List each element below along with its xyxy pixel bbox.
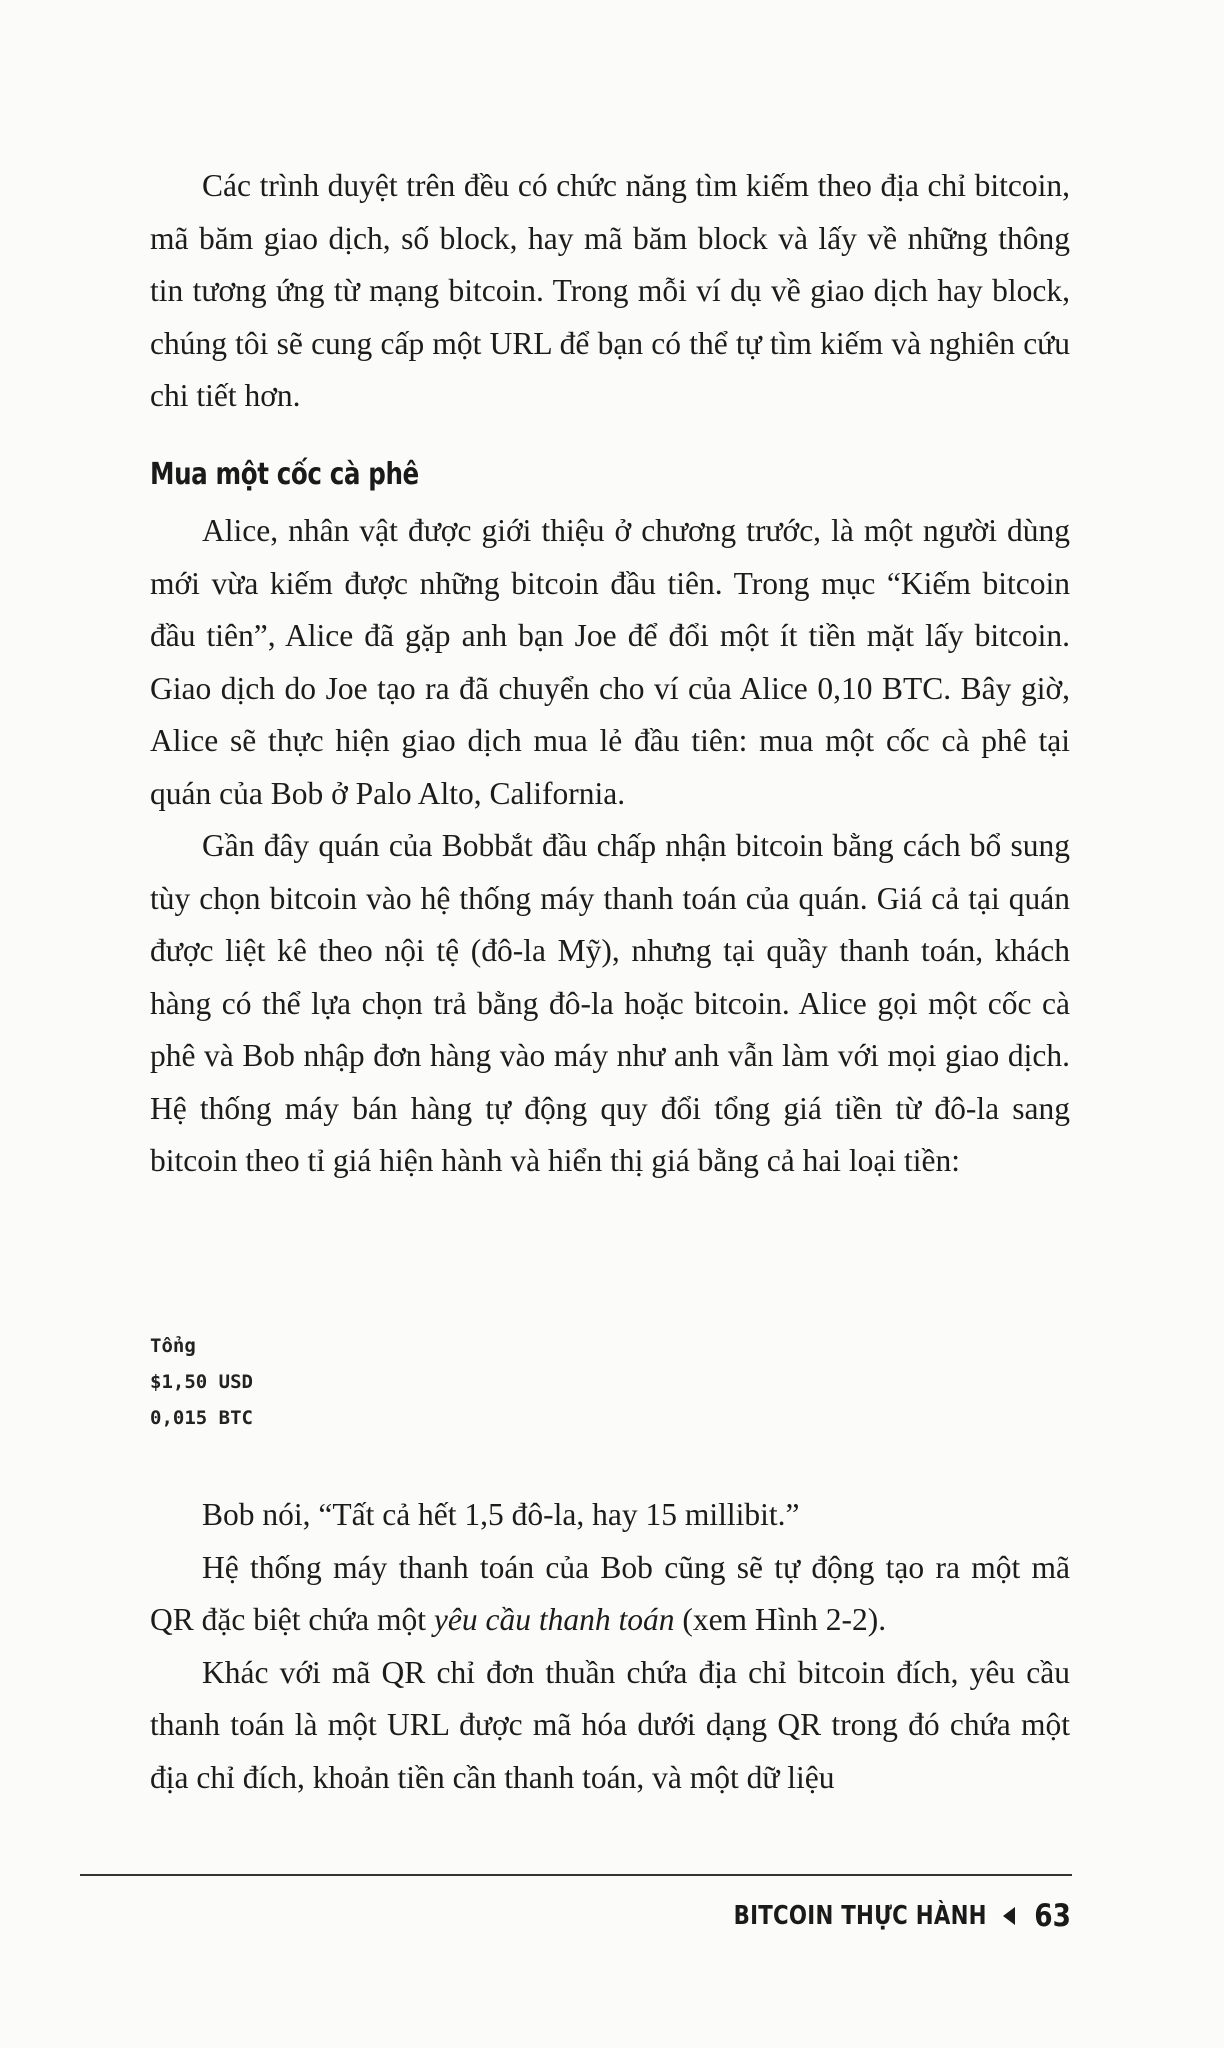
code-line-usd: $1,50 USD	[150, 1371, 253, 1393]
footer-divider	[80, 1874, 1072, 1876]
page-number: 63	[1034, 1898, 1071, 1934]
paragraph-qr-difference: Khác với mã QR chỉ đơn thuần chứa địa chỉ bitcoin đích, yêu cầu thanh toán là một URL được mã hóa dưới dạng QR trong đó chứa một địa chỉ đích, khoản tiền cần thanh toán, và một dữ liệu	[150, 1654, 1070, 1795]
code-line-total: Tổng	[150, 1335, 196, 1357]
paragraph-browsers: Các trình duyệt trên đều có chức năng tìm kiếm theo địa chỉ bitcoin, mã băm giao dịch, số block, hay mã băm block và lấy về những thông tin tương ứng từ mạng bitcoin. Trong mỗi ví dụ về giao dịch hay block, chúng tôi sẽ cung cấp một URL để bạn có thể tự tìm kiếm và nghiên cứu chi tiết hơn.	[150, 168, 1070, 413]
coffee-text	[150, 505, 1070, 1188]
paragraph-qr-request	[150, 1542, 1070, 1647]
paragraph-bob-cafe: Gần đây quán của Bobbắt đầu chấp nhận bitcoin bằng cách bổ sung tùy chọn bitcoin vào hệ thống máy thanh toán của quán. Giá cả tại quán được liệt kê theo nội tệ (đô-la Mỹ), nhưng tại quầy thanh toán, khách hàng có thể lựa chọn trả bằng đô-la hoặc bitcoin. Alice gọi một cốc cà phê và Bob nhập đơn hàng vào máy như anh vẫn làm với mọi giao dịch. Hệ thống máy bán hàng tự động quy đổi tổng giá tiền từ đô-la sang bitcoin theo tỉ giá hiện hành và hiển thị giá bằng cả hai loại tiền:	[150, 828, 1070, 1178]
book-title: BITCOIN THỰC HÀNH	[733, 1901, 987, 1931]
section-heading: Mua một cốc cà phê	[150, 457, 419, 492]
paragraph-bob-says: Bob nói, “Tất cả hết 1,5 đô-la, hay 15 millibit.”	[202, 1497, 800, 1532]
payment-text	[150, 1489, 1070, 1804]
price-display	[150, 1328, 253, 1436]
paragraph-alice-intro: Alice, nhân vật được giới thiệu ở chương trước, là một người dùng mới vừa kiếm được những bitcoin đầu tiên. Trong mục “Kiếm bitcoin đầu tiên”, Alice đã gặp anh bạn Joe để đổi một ít tiền mặt lấy bitcoin. Giao dịch do Joe tạo ra đã chuyển cho ví của Alice 0,10 BTC. Bây giờ, Alice sẽ thực hiện giao dịch mua lẻ đầu tiên: mua một cốc cà phê tại quán của Bob ở Palo Alto, California.	[150, 513, 1070, 811]
qr-request-text-before: Hệ thống máy thanh toán của Bob cũng sẽ tự động tạo ra một mã QR đặc biệt chứa một	[150, 1549, 1070, 1637]
intro-text	[150, 160, 1070, 423]
page-footer	[678, 1898, 1074, 1934]
code-line-btc: 0,015 BTC	[150, 1407, 253, 1429]
qr-request-text-after: (xem Hình 2-2).	[674, 1602, 887, 1637]
left-arrow-icon	[1003, 1907, 1015, 1925]
payment-request-emphasis: yêu cầu thanh toán	[433, 1602, 675, 1637]
